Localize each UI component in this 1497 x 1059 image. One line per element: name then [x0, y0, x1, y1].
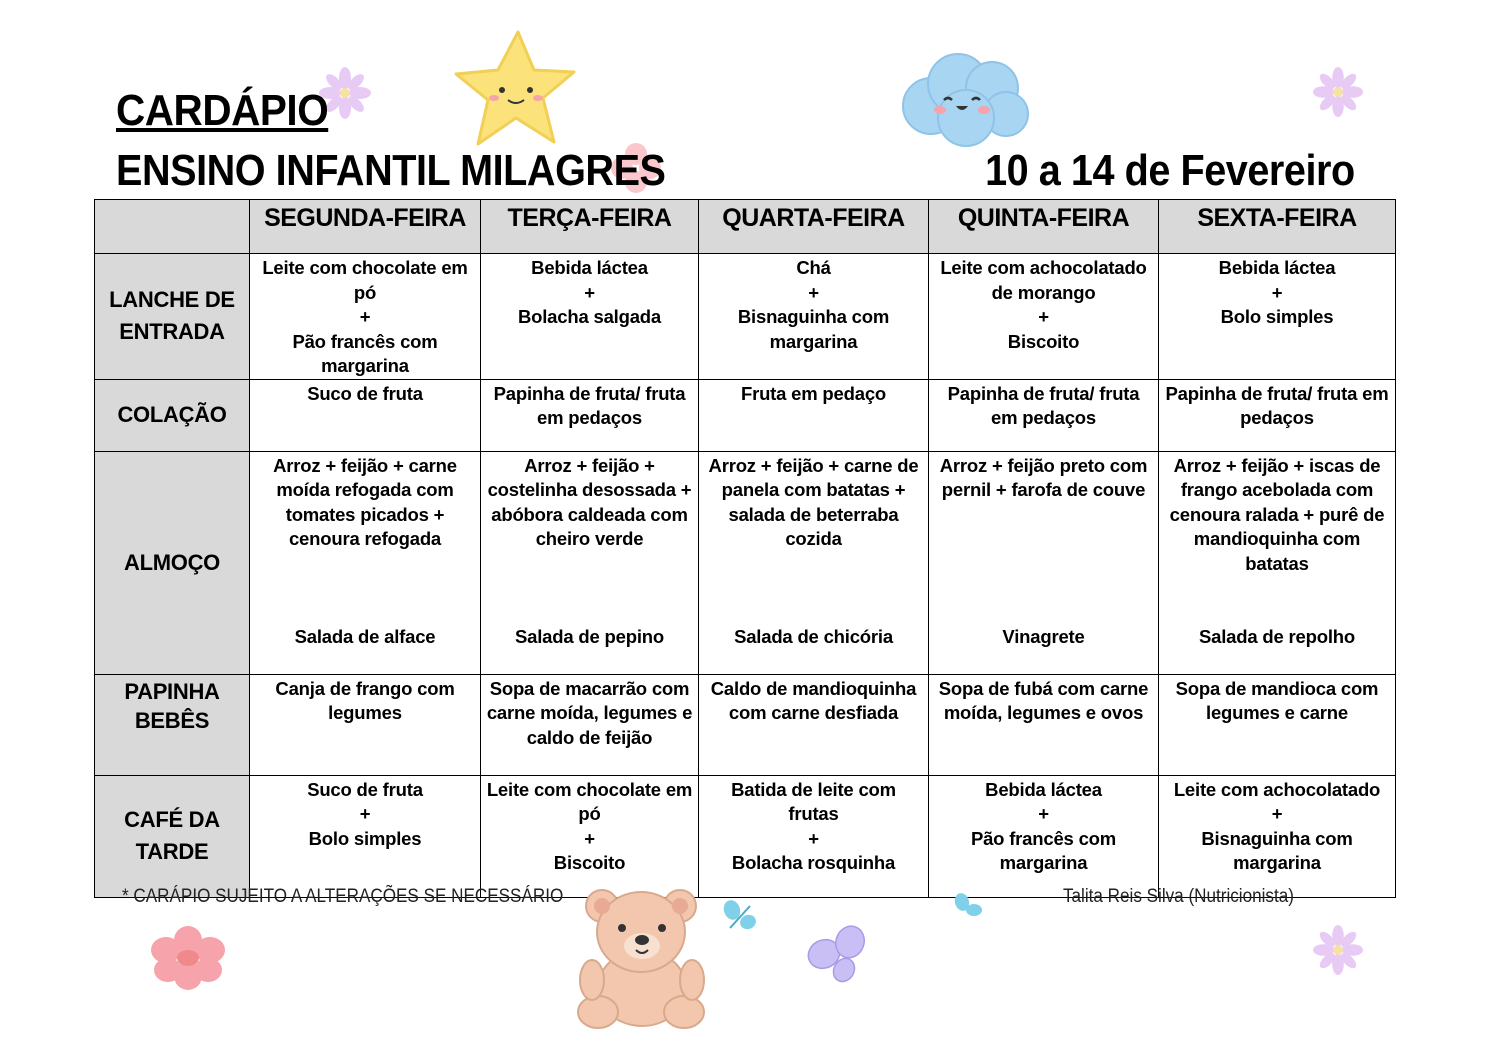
menu-cell: Leite com achocolatado + Bisnaguinha com margarina — [1159, 775, 1396, 897]
menu-cell: Arroz + feijão preto com pernil + farofa de couve Vinagrete — [929, 451, 1159, 674]
menu-cell: Leite com chocolate em pó + Pão francês com margarina — [250, 254, 481, 380]
meal-label: ALMOÇO — [95, 451, 250, 674]
meal-label: CAFÉ DA TARDE — [95, 775, 250, 897]
table-row — [95, 451, 1396, 674]
menu-cell: Caldo de mandioquinha com carne desfiada — [699, 674, 929, 775]
salad-item: Salada de alface — [294, 626, 436, 647]
menu-cell: Bebida láctea + Bolo simples — [1159, 254, 1396, 380]
page-title: CARDÁPIO — [116, 86, 329, 135]
menu-cell: Leite com achocolatado de morango + Biscoito — [929, 254, 1159, 380]
menu-cell: Bebida láctea + Bolacha salgada — [481, 254, 699, 380]
nutritionist-signature: Talita Reis Silva (Nutricionista) — [1063, 886, 1294, 907]
salad-item: Vinagrete — [1002, 626, 1085, 647]
menu-cell: Bebida láctea + Pão francês com margarina — [929, 775, 1159, 897]
school-name: ENSINO INFANTIL MILAGRES — [116, 146, 666, 195]
menu-cell: Chá + Bisnaguinha com margarina — [699, 254, 929, 380]
flower-icon — [1312, 66, 1364, 118]
day-header: QUARTA-FEIRA — [699, 200, 929, 254]
cloud-icon — [896, 48, 1034, 148]
menu-cell: Suco de fruta + Bolo simples — [250, 775, 481, 897]
flower-icon — [1312, 924, 1364, 976]
table-row — [95, 254, 1396, 380]
table-row — [95, 775, 1396, 897]
menu-cell: Batida de leite com frutas + Bolacha rosquinha — [699, 775, 929, 897]
menu-cell: Papinha de fruta/ fruta em pedaços — [929, 379, 1159, 451]
menu-cell: Canja de frango com legumes — [250, 674, 481, 775]
table-row — [95, 379, 1396, 451]
teddy-bear-icon — [572, 884, 712, 1032]
menu-cell: Arroz + feijão + carne de panela com batatas + salada de beterraba cozida Salada de chicória — [699, 451, 929, 674]
day-header: SEXTA-FEIRA — [1159, 200, 1396, 254]
disclaimer-note: * CARÁPIO SUJEITO A ALTERAÇÕES SE NECESSÁRIO — [122, 886, 564, 907]
table-row — [95, 674, 1396, 775]
corner-cell — [95, 200, 250, 254]
menu-table — [94, 199, 1396, 898]
star-icon — [450, 26, 580, 154]
menu-cell: Fruta em pedaço — [699, 379, 929, 451]
menu-cell: Papinha de fruta/ fruta em pedaços — [1159, 379, 1396, 451]
days-header-row — [95, 200, 1396, 254]
butterfly-icon — [720, 898, 760, 938]
meal-label: COLAÇÃO — [95, 379, 250, 451]
week-dates: 10 a 14 de Fevereiro — [985, 146, 1355, 195]
menu-cell: Arroz + feijão + iscas de frango acebolada com cenoura ralada + purê de mandioquinha com batatas Salada de repolho — [1159, 451, 1396, 674]
menu-cell: Leite com chocolate em pó + Biscoito — [481, 775, 699, 897]
menu-cell: Sopa de fubá com carne moída, legumes e ovos — [929, 674, 1159, 775]
menu-cell: Arroz + feijão + costelinha desossada + abóbora caldeada com cheiro verde Salada de pepino — [481, 451, 699, 674]
menu-cell: Arroz + feijão + carne moída refogada com tomates picados + cenoura refogada Salada de alface — [250, 451, 481, 674]
meal-label: LANCHE DE ENTRADA — [95, 254, 250, 380]
salad-item: Salada de pepino — [515, 626, 664, 647]
menu-cell: Suco de fruta — [250, 379, 481, 451]
menu-cell: Sopa de mandioca com legumes e carne — [1159, 674, 1396, 775]
salad-item: Salada de repolho — [1199, 626, 1355, 647]
menu-cell: Sopa de macarrão com carne moída, legumes e caldo de feijão — [481, 674, 699, 775]
menu-cell: Papinha de fruta/ fruta em pedaços — [481, 379, 699, 451]
day-header: SEGUNDA-FEIRA — [250, 200, 481, 254]
meal-label: PAPINHA BEBÊS — [95, 674, 250, 775]
salad-item: Salada de chicória — [734, 626, 893, 647]
flower-icon — [146, 924, 230, 992]
butterfly-icon — [952, 892, 984, 922]
day-header: QUINTA-FEIRA — [929, 200, 1159, 254]
day-header: TERÇA-FEIRA — [481, 200, 699, 254]
butterfly-icon — [804, 924, 874, 988]
